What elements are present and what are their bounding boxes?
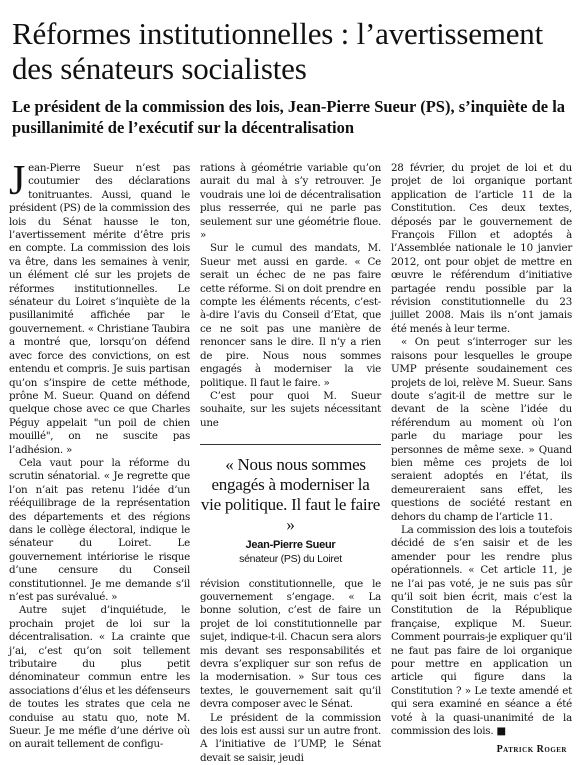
column-2 [200,162,381,764]
paragraph: Cela vaut pour la réforme du scrutin sénatorial. « Je regrette que l’on n’ait pas retenu l’idée d’un rééquilibrage de la représentation des départements et des régions dans le collège électoral, indique le sénateur du Loiret. Le gouvernement intériorise le risque d’une censure du Conseil constitutionnel. Je me demande s’il n’est pas surévalué. » [9,456,190,603]
pull-quote-box [200,444,381,565]
column-1 [9,158,191,751]
column-3 [391,162,572,742]
paragraph: « On peut s’interroger sur les raisons pour lesquelles le groupe UMP présente soudainement ces projets de loi, relève M. Sueur. Sans doute s’agit-il de mettre sur le devant de la scène l’idée du référendum au moment où l’on parle du mariage pour les personnes de même sexe. » Quand bien même ces projets de loi seraient adoptés en l’état, ils demeureraient sans effet, les questions de société restant en dehors du champ de l’article 11. [391,336,572,523]
pull-quote-role: sénateur (PS) du Loiret [239,552,342,565]
paragraph: Autre sujet d’inquiétude, le prochain projet de loi sur la décentralisation. « La crainte que j’ai, c’est qu’on soit tellement tributaire du plus petit dénominateur commun entre les associations d’élus et les défenseurs de toutes les strates que cela ne conduise au statu quo, note M. Sueur. Je me méfie d’une dérive où on aurait tellement de configu- [9,604,191,751]
paragraph: C’est pour quoi M. Sueur souhaite, sur les sujets nécessitant une [200,389,381,429]
pull-quote: « Nous nous sommes engagés à moderniser la vie politique. Il faut le faire » [200,455,381,535]
paragraph: La commission des lois a toutefois décidé de s’en saisir et de les amender pour les rendre plus opérationnels. « Cet article 11, je ne l’ai pas voté, je ne suis pas sûr qu’il soit bien écrit, mais c’est la Constitution de la République française, explique M. Sueur. Comment pourrais-je expliquer qu’il ne faut pas faire de loi organique pour mettre en application un article qui figure dans la Constitution ? » Le texte amendé et qui sera examiné en séance a été voté à la quasi-unanimité de la commission des lois. ■ [391,523,572,738]
paragraph: Le président de la commission des lois est aussi sur un autre front. A l’initiative de l’UMP, le Sénat devait se saisir, jeudi [200,711,381,764]
paragraph: Sur le cumul des mandats, M. Sueur met aussi en garde. « Ce serait un échec de ne pas faire cette réforme. Si on doit prendre en compte les éléments récents, c’est-à-dire l’avis du Conseil d’Etat, que ce ne soit pas une manière de renoncer sans le dire. Il n’y a rien de pire. Nous nous sommes engagés à moderniser la vie politique. Il faut le faire. » [200,242,381,389]
paragraph: rations à géométrie variable qu’on aurait du mal à s’y retrouver. Je voudrais une loi de décentralisation plus resserrée, qui ne parle pas seulement sur une géométrie floue. » [200,162,381,242]
headline: Réformes institutionnelles : l’avertissement des sénateurs socialistes [12,16,544,86]
paragraph: 28 février, du projet de loi et du projet de loi organique portant application de l’article 11 de la Constitution. Ces deux textes, déposés par le gouvernement de François Fillon et adoptés à l’Assemblée nationale le 10 janvier 2012, ont pour objet de mettre en œuvre le référendum d’initiative partagée rendu possible par la révision constitutionnelle du 23 juillet 2008. Mais ils n’ont jamais été menés à leur terme. [391,162,572,335]
drop-cap: J [9,158,26,204]
paragraph: révision constitutionnelle, que le gouvernement s’engage. « La bonne solution, c’est de faire un projet de loi constitutionnelle par sujet, indique-t-il. Chacun sera alors mis devant ses responsabilités et devra s’expliquer sur son refus de la modernisation. » Sur tous ces textes, le gouvernement sait qu’il devra composer avec le Sénat. [200,577,381,711]
subtitle: Le président de la commission des lois, Jean-Pierre Sueur (PS), s’inquiète de la pusillanimité de l’exécutif sur la décentralisation [12,97,566,137]
pull-quote-author: Jean-Pierre Sueur [245,539,336,552]
paragraph: Jean-Pierre Sueur n’est pas coutumier des déclarations tonitruantes. Aussi, quand le président (PS) de la commission des lois du Sénat hausse le ton, l’avertissement mérite d’être pris en compte. La commission des lois va être, dans les semaines à venir, un élément clé sur les projets de réformes institutionnelles. Le sénateur du Loiret s’inquiète de la pusillanimité affichée par le gouvernement. « Christiane Taubira a montré que, lorsqu’on défend avec force des convictions, on est entendu et compris. Je suis partisan qu’on s’inspire de cette méthode, prône M. Sueur. Quand on défend quelque chose avec ce que Charles Péguy appelait "un poil de chien mouillé", on ne suscite pas l’adhésion. » [9,158,190,456]
author-signature: Patrick Roger [496,744,567,755]
